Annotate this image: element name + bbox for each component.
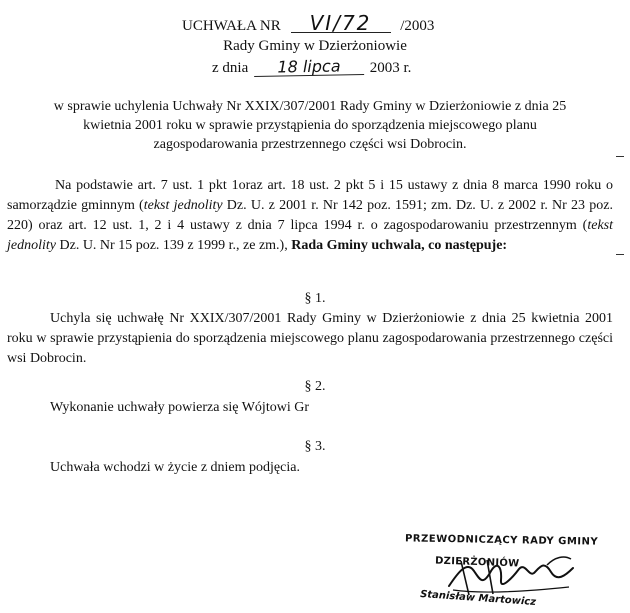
date-prefix: z dnia xyxy=(212,60,249,76)
basis-emphasis: tekst jednolity xyxy=(143,198,223,213)
resolution-subject xyxy=(10,97,610,154)
scan-edge-mark xyxy=(616,254,624,255)
scan-edge-mark xyxy=(616,156,624,157)
title-suffix: /2003 xyxy=(400,18,435,34)
subject-line: w sprawie uchylenia Uchwały Nr XXIX/307/2001 Rady Gminy w Dzierżoniowie z dnia 25 xyxy=(53,99,567,114)
basis-text: Na podstawie art. 7 ust. 1 pkt 1oraz art. 18 ust. 2 pkt 5 i 15 ustawy z dnia 8 marca 1990 roku o samorządzie gminnym ( xyxy=(7,178,613,213)
basis-emphasis: tekst jednolity xyxy=(7,218,613,253)
basis-text: Dz. U. Nr 15 poz. 139 z 1999 r., ze zm.), xyxy=(56,238,288,253)
subject-line: kwietnia 2001 roku w sprawie przystąpienia do sporządzenia miejscowego planu xyxy=(83,118,537,133)
legal-basis-paragraph xyxy=(7,176,613,256)
resolution-date xyxy=(212,58,452,77)
council-name: Rady Gminy w Dzierżoniowie xyxy=(223,38,407,54)
chairman-stamp-location: DZIERŻONIÓW xyxy=(434,555,520,570)
basis-text: Dz. U. z 2001 r. Nr 142 poz. 1591; zm. Dz. U. z 2002 r. Nr 23 poz. 220) oraz art. 12 ust. 1, 2 i 4 ustawy z dnia 7 lipca 1994 r. o zagospodarowaniu przestrzennym ( xyxy=(7,198,613,233)
resolution-number-handwritten: VI/72 xyxy=(291,14,391,33)
section-3-text xyxy=(7,458,613,478)
signer-name: Stanisław Martowicz xyxy=(419,588,537,609)
section-1-mark: § 1. xyxy=(304,291,326,306)
chairman-stamp-title: PRZEWODNICZĄCY RADY GMINY xyxy=(404,533,599,548)
date-handwritten: 18 lipca xyxy=(254,57,364,77)
section-text: Wykonanie uchwały powierza się Wójtowi Gr xyxy=(50,400,309,415)
signature-block xyxy=(405,535,615,609)
section-text: Uchyla się uchwałę Nr XXIX/307/2001 Rady Gminy w Dzierżoniowie z dnia 25 kwietnia 2001 roku w sprawie przystąpienia do sporządzenia miejscowego planu zagospodarowania przestrzennego części wsi Dobrocin. xyxy=(7,311,613,366)
date-suffix: 2003 r. xyxy=(369,60,412,76)
basis-colon: : xyxy=(502,238,508,253)
section-text: Uchwała wchodzi w życie z dniem podjęcia. xyxy=(50,460,300,475)
section-2-mark: § 2. xyxy=(304,379,326,394)
basis-resolution-clause: Rada Gminy uchwala, co następuje xyxy=(291,238,503,253)
section-1-text xyxy=(7,309,613,369)
section-3-mark: § 3. xyxy=(304,439,326,454)
subject-line: zagospodarowania przestrzennego części wsi Dobrocin. xyxy=(153,137,467,152)
title-prefix: UCHWAŁA NR xyxy=(182,18,281,34)
section-2-text xyxy=(7,398,613,418)
resolution-title xyxy=(182,11,472,35)
